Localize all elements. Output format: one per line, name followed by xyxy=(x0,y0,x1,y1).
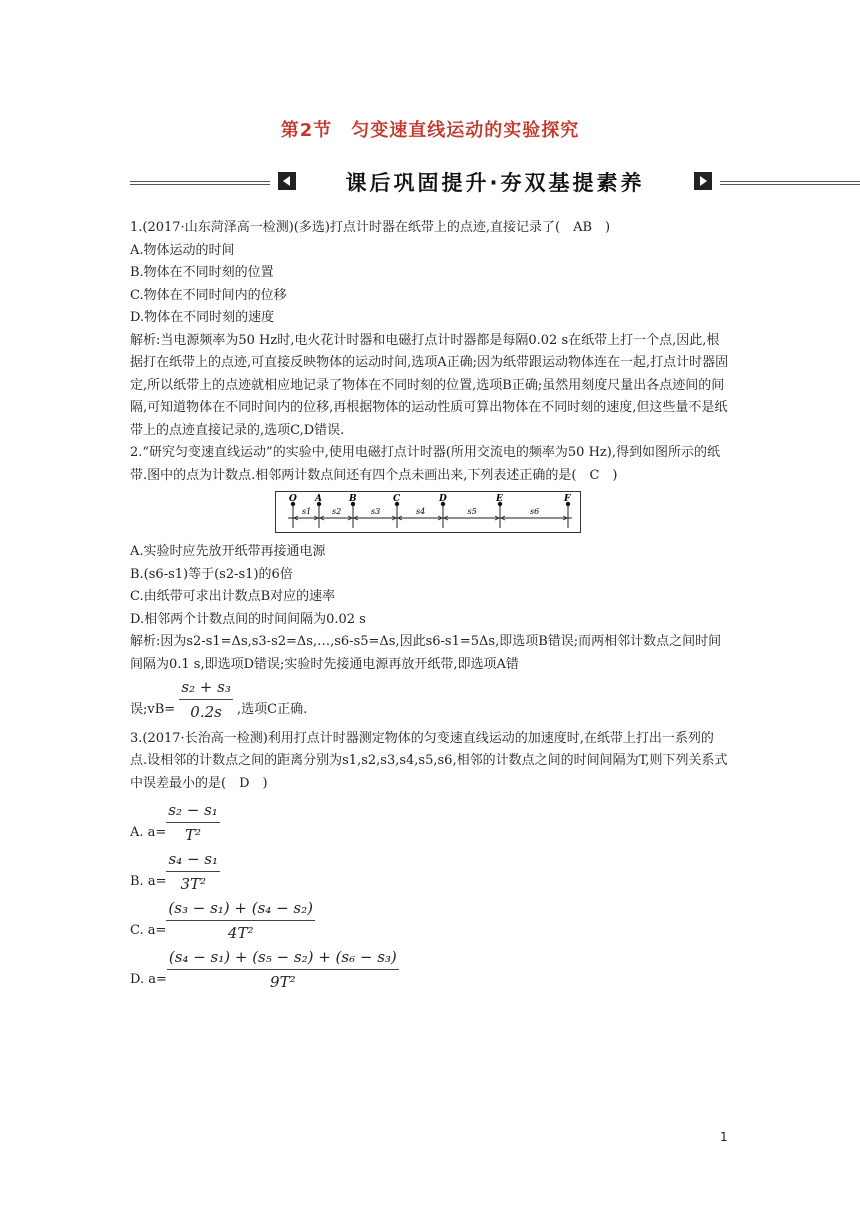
q3-option-a xyxy=(130,801,730,844)
q2-option-c: C.由纸带可求出计数点B对应的速率 xyxy=(130,589,336,604)
q2-vb-denominator: 0.2s xyxy=(190,703,222,721)
q3-option-b xyxy=(130,850,730,893)
q2-option-d: D.相邻两个计数点间的时间间隔为0.02 s xyxy=(130,611,366,627)
q3-option-c-label: C. a= xyxy=(130,922,167,938)
content xyxy=(130,217,730,991)
q3-option-d-fraction xyxy=(167,948,399,991)
banner-text: 课后巩固提升·夯双基提素养 xyxy=(345,171,645,195)
tape-point-label-C: C xyxy=(393,494,401,504)
q2-option-a: A.实验时应先放开纸带再接通电源 xyxy=(130,544,326,559)
q2-stem: 2.“研究匀变速直线运动”的实验中,使用电磁打点计时器(所用交流电的频率为50 Hz),得到如图所示的纸带.图中的点为计数点.相邻两计数点间还有四个点未画出来,下列表述正确的是( C ) xyxy=(130,445,720,483)
q3-option-b-label: B. a= xyxy=(130,873,167,889)
q1-option-c: C.物体在不同时间内的位移 xyxy=(130,287,287,303)
q1-option-b: B.物体在不同时刻的位置 xyxy=(130,265,274,280)
tape-point-label-D: D xyxy=(439,494,447,504)
banner-rule-left xyxy=(130,181,270,185)
q3-option-c-numerator: (s₃ − s₁) + (s₄ − s₂) xyxy=(166,899,315,921)
q2-vb-numerator: s₂ + s₃ xyxy=(179,678,233,700)
q2-tail-prefix: 误;vB= xyxy=(130,702,176,717)
left-arrow-icon xyxy=(278,172,296,190)
q3-option-c-fraction xyxy=(166,899,315,942)
q3-stem: 3.(2017·长治高一检测)利用打点计时器测定物体的匀变速直线运动的加速度时,在纸带上打出一系列的点.设相邻的计数点之间的距离分别为s1,s2,s3,s4,s5,s6,相邻的计数点之间的时间间隔为T,则下列关系式中误差最小的是( D ) xyxy=(130,730,728,791)
tape-point-label-O: O xyxy=(289,494,297,504)
tape-segment-label-s2: s2 xyxy=(332,507,342,516)
q3-option-b-numerator: s₄ − s₁ xyxy=(166,850,220,872)
q3-option-d xyxy=(130,948,730,991)
q1-analysis: 解析:当电源频率为50 Hz时,电火花计时器和电磁打点计时器都是每隔0.02 s在纸带上打一个点,因此,根据打在纸带上的点迹,可直接反映物体的运动时间,选项A正确;因为纸带跟运动物体连在一起,打点计时器固定,所以纸带上的点迹就相应地记录了物体在不同时刻的位置,选项B正确;虽然用刻度尺量出各点迹间的间隔,可知道物体在不同时间内的位移,再根据物体的运动性质可算出物体在不同时刻的速度,但这些量不是纸带上的点迹直接记录的,选项C,D错误. xyxy=(130,332,729,438)
q3-option-b-denominator: 3T² xyxy=(180,875,207,893)
section-banner xyxy=(130,170,860,196)
q3-option-a-denominator: T² xyxy=(185,826,202,844)
q3-option-c xyxy=(130,899,730,942)
q3-option-c-denominator: 4T² xyxy=(227,924,254,942)
tape-point-label-E: E xyxy=(496,494,503,504)
q2-vb-fraction xyxy=(179,678,233,721)
q2-analysis: 解析:因为s2-s1=Δs,s3-s2=Δs,…,s6-s5=Δs,因此s6-s1=5Δs,即选项B错误;而两相邻计数点之间时间间隔为0.1 s,即选项D错误;实验时先接通电源再放开纸带,即选项A错 xyxy=(130,634,722,672)
q3-option-d-label: D. a= xyxy=(130,971,167,987)
page-number: 1 xyxy=(720,1130,728,1144)
q2-option-b: B.(s6-s1)等于(s2-s1)的6倍 xyxy=(130,566,293,582)
q2-analysis-tail xyxy=(130,678,730,722)
tape-segment-label-s3: s3 xyxy=(371,507,381,516)
paper-tape-figure xyxy=(130,489,730,537)
q3-option-d-denominator: 9T² xyxy=(270,973,296,991)
q1-stem: 1.(2017·山东菏泽高一检测)(多选)打点计时器在纸带上的点迹,直接记录了( AB ) xyxy=(130,220,611,235)
q2-tail-suffix: ,选项C正确. xyxy=(236,702,308,717)
q1-option-a: A.物体运动的时间 xyxy=(130,242,235,258)
q3-option-d-numerator: (s₄ − s₁) + (s₅ − s₂) + (s₆ − s₃) xyxy=(167,948,399,970)
right-arrow-icon xyxy=(694,172,712,190)
paper-tape-svg xyxy=(276,492,580,532)
q3-option-a-label: A. a= xyxy=(130,824,167,840)
tape-segment-label-s1: s1 xyxy=(302,507,312,516)
q3-option-b-fraction xyxy=(166,850,220,893)
banner-rule-right xyxy=(720,181,860,185)
q3-option-a-numerator: s₂ − s₁ xyxy=(166,801,220,823)
paper-tape xyxy=(275,491,581,533)
tape-segment-label-s5: s5 xyxy=(467,507,477,516)
section-title: 第2节 匀变速直线运动的实验探究 xyxy=(280,120,580,141)
q1-option-d: D.物体在不同时刻的速度 xyxy=(130,310,275,325)
tape-segment-label-s6: s6 xyxy=(530,507,540,516)
tape-segment-label-s4: s4 xyxy=(416,507,426,516)
q3-option-a-fraction xyxy=(166,801,220,844)
tape-point-label-F: F xyxy=(564,494,571,504)
tape-point-label-B: B xyxy=(349,494,357,504)
tape-point-label-A: A xyxy=(315,494,322,504)
